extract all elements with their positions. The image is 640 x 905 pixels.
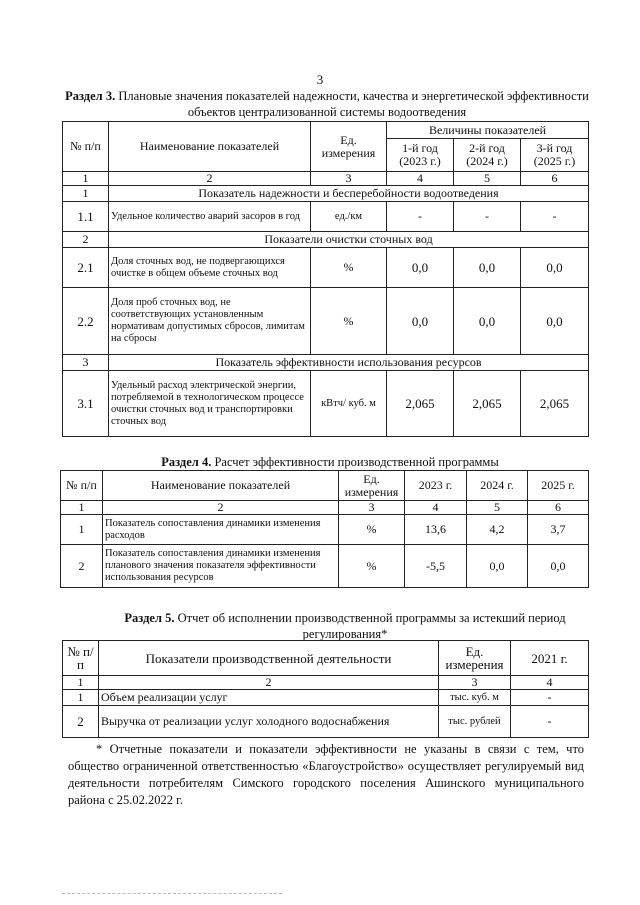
s5-row-num: 2 (63, 706, 99, 738)
footnote-text: * Отчетные показатели и показатели эффективности не указаны в связи с тем, что общество ограниченной ответственностью «Благоустройство» осуществляет регулируемый вид деятельности потребителям Симского городского поселения Ашинского муниципального района с 25.02.2022 г. (68, 742, 584, 807)
s4-colnum: 1 (61, 501, 103, 515)
section3-title-bold: Раздел 3. (65, 89, 116, 103)
s3-row-value-y3: 0,0 (521, 248, 589, 288)
page-number: 3 (316, 72, 324, 87)
s5-colnum: 4 (511, 676, 589, 690)
s3-row-value-y2: 0,0 (454, 288, 521, 355)
s3-group-row (63, 186, 589, 202)
s5-colnum: 3 (439, 676, 511, 690)
table-row (63, 706, 589, 738)
s4-row-value-y3: 0,0 (528, 545, 589, 588)
s3-row-value-y1: - (387, 202, 454, 232)
s3-row-value-y3: - (521, 202, 589, 232)
s3-colnum: 6 (521, 172, 589, 186)
s5-colnum: 1 (63, 676, 99, 690)
table-row (61, 515, 589, 545)
scan-artifact-line (62, 893, 282, 896)
s4-header-num: № п/п (61, 471, 103, 501)
s4-colnum: 2 (103, 501, 339, 515)
s3-row-num: 2.1 (63, 248, 109, 288)
s3-header-values-group: Величины показателей (387, 122, 589, 139)
s3-row-value-y2: - (454, 202, 521, 232)
s5-row-name: Объем реализации услуг (99, 690, 439, 706)
s3-group-row (63, 232, 589, 248)
s5-header-unit: Ед. измерения (439, 641, 511, 676)
s4-header-year1: 2023 г. (405, 471, 467, 501)
s5-row-unit: тыс. рублей (439, 706, 511, 738)
table-row (61, 545, 589, 588)
s5-row-value: - (511, 706, 589, 738)
s3-header-year1: 1-й год (2023 г.) (387, 139, 454, 172)
s5-column-numbers (63, 676, 589, 690)
s3-group-num: 1 (63, 186, 109, 202)
s3-row-value-y2: 0,0 (454, 248, 521, 288)
s3-row-unit: ед./км (311, 202, 387, 232)
s4-row-unit: % (339, 545, 405, 588)
s4-row-name: Показатель сопоставления динамики изменения планового значения показателя эффективности использования ресурсов (103, 545, 339, 588)
s4-header-year3: 2025 г. (528, 471, 589, 501)
table-row (63, 248, 589, 288)
s4-colnum: 4 (405, 501, 467, 515)
s4-colnum: 5 (467, 501, 528, 515)
section3-title-text: Плановые значения показателей надежности, качества и энергетической эффективности объектов централизованной системы водоотведения (115, 89, 589, 119)
section4-title-bold: Раздел 4. (161, 455, 212, 469)
s3-column-numbers (63, 172, 589, 186)
s4-column-numbers (61, 501, 589, 515)
s4-row-value-y2: 0,0 (467, 545, 528, 588)
s3-row-name: Доля проб сточных вод, не соответствующих установленным нормативам допустимых сбросов, лимитам на сбросы (109, 288, 311, 355)
s3-colnum: 5 (454, 172, 521, 186)
section5-title-bold: Раздел 5. (124, 611, 175, 625)
s3-group-title: Показатель надежности и бесперебойности водоотведения (109, 186, 589, 202)
s3-header-unit: Ед. измерения (311, 122, 387, 172)
s4-header-year2: 2024 г. (467, 471, 528, 501)
table-row (63, 202, 589, 232)
s3-group-row (63, 355, 589, 371)
s3-row-value-y3: 2,065 (521, 371, 589, 437)
s4-header-name: Наименование показателей (103, 471, 339, 501)
s4-header-unit: Ед. измерения (339, 471, 405, 501)
s3-colnum: 3 (311, 172, 387, 186)
section4-title (62, 454, 598, 470)
s3-header-num: № п/п (63, 122, 109, 172)
s4-row-unit: % (339, 515, 405, 545)
table-row (63, 288, 589, 355)
section5-table (62, 640, 589, 738)
s5-row-value: - (511, 690, 589, 706)
s4-colnum: 3 (339, 501, 405, 515)
s3-row-num: 1.1 (63, 202, 109, 232)
s3-header-year2: 2-й год (2024 г.) (454, 139, 521, 172)
s5-row-num: 1 (63, 690, 99, 706)
s3-row-name: Доля сточных вод, не подвергающихся очистке в общем объеме сточных вод (109, 248, 311, 288)
s3-row-name: Удельное количество аварий засоров в год (109, 202, 311, 232)
s5-header-year: 2021 г. (511, 641, 589, 676)
s4-row-num: 1 (61, 515, 103, 545)
s3-row-num: 3.1 (63, 371, 109, 437)
s5-row-name: Выручка от реализации услуг холодного водоснабжения (99, 706, 439, 738)
s4-row-value-y1: -5,5 (405, 545, 467, 588)
s3-row-num: 2.2 (63, 288, 109, 355)
table-row (63, 690, 589, 706)
s3-header-name: Наименование показателей (109, 122, 311, 172)
s3-group-title: Показатели очистки сточных вод (109, 232, 589, 248)
s3-row-value-y1: 0,0 (387, 288, 454, 355)
section4-table (60, 470, 589, 588)
s3-group-num: 2 (63, 232, 109, 248)
s3-row-value-y1: 2,065 (387, 371, 454, 437)
s3-row-unit: кВтч/ куб. м (311, 371, 387, 437)
s3-group-num: 3 (63, 355, 109, 371)
section4-title-text: Расчет эффективности производственной программы (211, 455, 499, 469)
s5-header-name: Показатели производственной деятельности (99, 641, 439, 676)
s4-colnum: 6 (528, 501, 589, 515)
s3-row-value-y2: 2,065 (454, 371, 521, 437)
s4-row-value-y2: 4,2 (467, 515, 528, 545)
s4-row-value-y3: 3,7 (528, 515, 589, 545)
s3-colnum: 4 (387, 172, 454, 186)
s5-row-unit: тыс. куб. м (439, 690, 511, 706)
s3-colnum: 2 (109, 172, 311, 186)
s5-header-num: № п/п (63, 641, 99, 676)
s3-row-unit: % (311, 288, 387, 355)
s3-group-title: Показатель эффективности использования ресурсов (109, 355, 589, 371)
s3-row-value-y1: 0,0 (387, 248, 454, 288)
section5-title-text: Отчет об исполнении производственной программы за истекший период регулирования* (174, 611, 566, 641)
s3-colnum: 1 (63, 172, 109, 186)
s5-colnum: 2 (99, 676, 439, 690)
section3-title (62, 88, 592, 120)
section3-table (62, 121, 589, 437)
s4-row-num: 2 (61, 545, 103, 588)
section5-title (96, 610, 594, 642)
s4-row-name: Показатель сопоставления динамики изменения расходов (103, 515, 339, 545)
s3-row-unit: % (311, 248, 387, 288)
s4-row-value-y1: 13,6 (405, 515, 467, 545)
table-row (63, 371, 589, 437)
s3-header-year3: 3-й год (2025 г.) (521, 139, 589, 172)
footnote (68, 741, 584, 809)
s3-row-value-y3: 0,0 (521, 288, 589, 355)
s3-row-name: Удельный расход электрической энергии, потребляемой в технологическом процессе очистки сточных вод и транспортировки сточных вод (109, 371, 311, 437)
